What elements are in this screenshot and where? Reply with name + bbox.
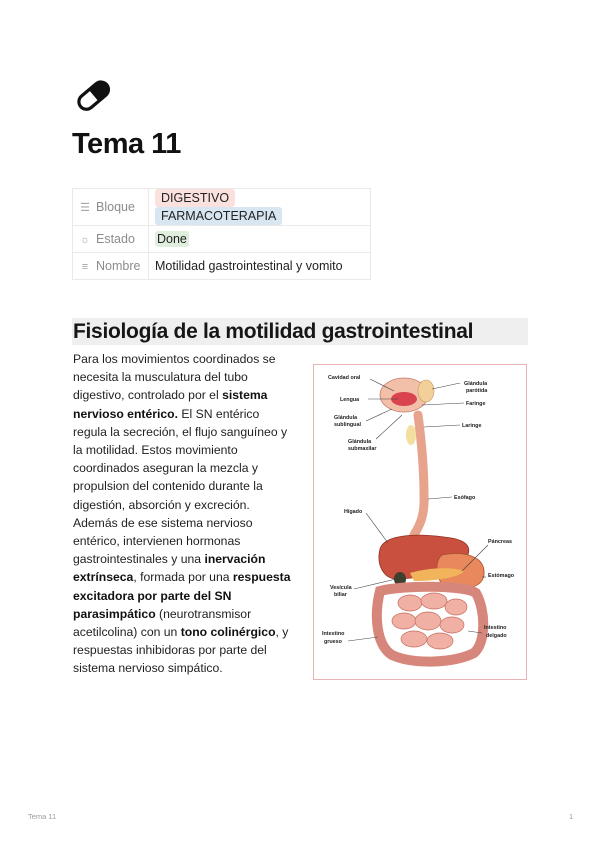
bold-text: respuesta excitadora por parte del SN parasimpático xyxy=(73,570,291,621)
label-cavidad-oral: Cavidad oral xyxy=(328,375,361,381)
text-icon: ≡ xyxy=(81,261,89,273)
label-glandula-sublingual-2: sublingual xyxy=(334,422,361,428)
label-vesicula-biliar: Vesícula xyxy=(330,585,352,591)
label-intestino-delgado: Intestino xyxy=(484,625,507,631)
properties-table xyxy=(72,188,371,280)
label-intestino-grueso: Intestino xyxy=(322,631,345,637)
pill-icon xyxy=(74,78,114,114)
label-estomago: Estómago xyxy=(488,573,515,579)
digestive-system-figure xyxy=(313,364,527,680)
label-lengua: Lengua xyxy=(340,397,360,403)
property-value-nombre[interactable]: Motilidad gastrointestinal y vomito xyxy=(149,253,371,280)
property-row-nombre[interactable] xyxy=(73,253,371,280)
status-badge[interactable]: Done xyxy=(157,232,187,246)
label-laringe: Laringe xyxy=(462,423,482,429)
status-icon: ☼ xyxy=(79,234,91,246)
bold-text: inervación extrínseca xyxy=(73,552,266,585)
property-value-estado[interactable] xyxy=(149,226,371,253)
label-higado: Hígado xyxy=(344,509,363,515)
text-run: , formada por una xyxy=(133,570,233,585)
label-glandula-parotida: Glándula xyxy=(464,381,488,387)
bold-text: tono colinérgico xyxy=(180,625,276,640)
tag-farmacoterapia[interactable]: FARMACOTERAPIA xyxy=(155,207,282,225)
label-faringe: Faringe xyxy=(466,401,486,407)
property-value-bloque[interactable] xyxy=(149,189,371,226)
page-title: Tema 11 xyxy=(72,128,181,160)
property-key-label: Estado xyxy=(96,232,135,246)
label-glandula-submaxilar-2: submaxilar xyxy=(348,446,377,452)
property-key-nombre xyxy=(73,253,149,280)
property-key-bloque xyxy=(73,189,149,226)
list-icon: ☰ xyxy=(80,202,90,214)
footer-title: Tema 11 xyxy=(28,812,57,821)
label-glandula-sublingual: Glándula xyxy=(334,415,358,421)
section-heading: Fisiología de la motilidad gastrointestinal xyxy=(72,318,528,345)
label-esofago: Esófago xyxy=(454,495,476,501)
text-run: El SN entérico regula la secreción, el flujo sanguíneo y la motilidad. Estos movimiento coordinados aseguran la mezcla y propulsion del contenido durante la digestión, absorción y excreción. Además de ese sistema nervioso entérico, intervienen hormonas gastrointestinales y una xyxy=(73,406,288,567)
label-vesicula-biliar-2: biliar xyxy=(334,592,347,598)
property-key-estado xyxy=(73,226,149,253)
label-glandula-parotida-2: parótida xyxy=(466,388,488,394)
label-pancreas: Páncreas xyxy=(488,539,512,545)
label-intestino-delgado-2: delgado xyxy=(486,633,507,639)
paragraph xyxy=(73,350,291,678)
text-run: , y respuestas inhibidoras por parte del sistema nervioso simpático. xyxy=(73,625,289,676)
property-row-bloque[interactable] xyxy=(73,189,371,226)
property-key-label: Nombre xyxy=(96,259,141,273)
tag-digestivo[interactable]: DIGESTIVO xyxy=(155,189,235,207)
text-run: (neurotransmisor acetilcolina) con un xyxy=(73,606,252,640)
bold-text: sistema nervioso entérico. xyxy=(73,388,268,421)
property-row-estado[interactable] xyxy=(73,226,371,253)
label-glandula-submaxilar: Glándula xyxy=(348,439,372,445)
footer-page-number: 1 xyxy=(569,812,574,821)
label-intestino-grueso-2: grueso xyxy=(324,639,342,645)
text-run: Para los movimientos coordinados se necesita la musculatura del tubo digestivo, controlado por el xyxy=(73,352,276,403)
property-key-label: Bloque xyxy=(96,200,135,214)
